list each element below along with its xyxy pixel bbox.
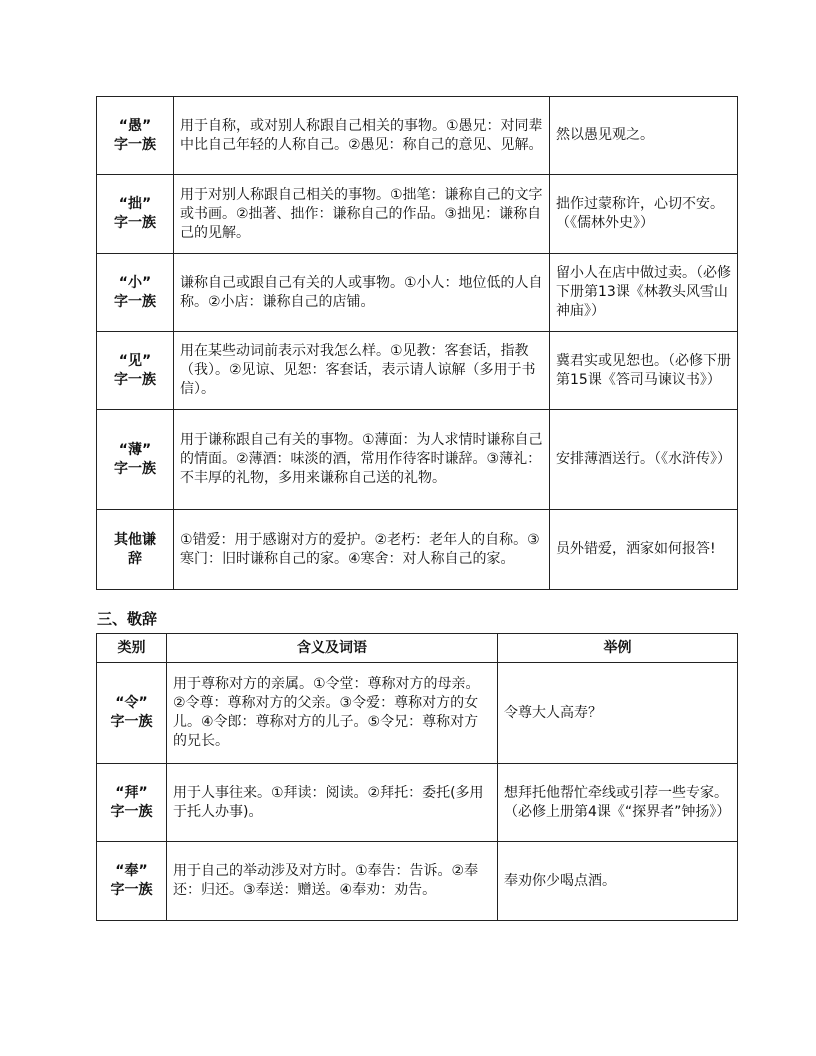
category-cell: “愚” 字一族 bbox=[97, 97, 174, 175]
column-header-meaning: 含义及词语 bbox=[167, 634, 498, 663]
category-cell: “薄” 字一族 bbox=[97, 410, 174, 510]
table-row bbox=[97, 764, 738, 842]
meaning-cell: 用于谦称跟自己有关的事物。①薄面：为人求情时谦称自己的情面。②薄酒：味淡的酒，常用作待客时谦辞。③薄礼：不丰厚的礼物，多用来谦称自己送的礼物。 bbox=[174, 410, 550, 510]
respectful-words-table bbox=[96, 633, 738, 921]
example-cell: 想拜托他帮忙牵线或引荐一些专家。（必修上册第4课《“探界者”钟扬》） bbox=[498, 764, 738, 842]
example-cell: 然以愚见观之。 bbox=[550, 97, 738, 175]
header-row bbox=[97, 634, 738, 663]
example-cell: 留小人在店中做过卖。（必修下册第13课《林教头风雪山神庙》） bbox=[550, 254, 738, 332]
category-cell: “小” 字一族 bbox=[97, 254, 174, 332]
meaning-cell: 用于尊称对方的亲属。①令堂：尊称对方的母亲。②令尊：尊称对方的父亲。③令爱：尊称对方的女儿。④令郎：尊称对方的儿子。⑤令兄：尊称对方的兄长。 bbox=[167, 663, 498, 764]
category-cell: “奉” 字一族 bbox=[97, 842, 167, 921]
category-cell: “见” 字一族 bbox=[97, 332, 174, 410]
column-header-example: 举例 bbox=[498, 634, 738, 663]
humble-words-table bbox=[96, 96, 738, 590]
example-cell: 冀君实或见恕也。（必修下册第15课《答司马谏议书》） bbox=[550, 332, 738, 410]
meaning-cell: 用在某些动词前表示对我怎么样。①见教：客套话，指教（我）。②见谅、见恕：客套话，表示请人谅解（多用于书信）。 bbox=[174, 332, 550, 410]
table-row bbox=[97, 175, 738, 254]
example-cell: 奉劝你少喝点酒。 bbox=[498, 842, 738, 921]
table-row bbox=[97, 410, 738, 510]
category-cell: “拜” 字一族 bbox=[97, 764, 167, 842]
table-row bbox=[97, 254, 738, 332]
meaning-cell: 用于人事往来。①拜读：阅读。②拜托：委托(多用于托人办事)。 bbox=[167, 764, 498, 842]
meaning-cell: 用于对别人称跟自己相关的事物。①拙笔：谦称自己的文字或书画。②拙著、拙作：谦称自己的作品。③拙见：谦称自己的见解。 bbox=[174, 175, 550, 254]
table-row bbox=[97, 332, 738, 410]
table-row bbox=[97, 97, 738, 175]
meaning-cell: ①错爱：用于感谢对方的爱护。②老朽：老年人的自称。③寒门：旧时谦称自己的家。④寒舍：对人称自己的家。 bbox=[174, 510, 550, 590]
meaning-cell: 谦称自己或跟自己有关的人或事物。①小人：地位低的人自称。②小店：谦称自己的店铺。 bbox=[174, 254, 550, 332]
meaning-cell: 用于自己的举动涉及对方时。①奉告：告诉。②奉还：归还。③奉送：赠送。④奉劝：劝告。 bbox=[167, 842, 498, 921]
meaning-cell: 用于自称，或对别人称跟自己相关的事物。①愚兄：对同辈中比自己年轻的人称自己。②愚见：称自己的意见、见解。 bbox=[174, 97, 550, 175]
example-cell: 安排薄酒送行。（《水浒传》） bbox=[550, 410, 738, 510]
section-title: 三、敬辞 bbox=[97, 610, 158, 628]
table-row bbox=[97, 842, 738, 921]
category-cell: “拙” 字一族 bbox=[97, 175, 174, 254]
category-cell: “令” 字一族 bbox=[97, 663, 167, 764]
example-cell: 员外错爱，洒家如何报答! bbox=[550, 510, 738, 590]
table-row bbox=[97, 663, 738, 764]
column-header-category: 类别 bbox=[97, 634, 167, 663]
example-cell: 令尊大人高寿？ bbox=[498, 663, 738, 764]
example-cell: 拙作过蒙称许，心切不安。（《儒林外史》） bbox=[550, 175, 738, 254]
category-cell: 其他谦 辞 bbox=[97, 510, 174, 590]
table-row bbox=[97, 510, 738, 590]
